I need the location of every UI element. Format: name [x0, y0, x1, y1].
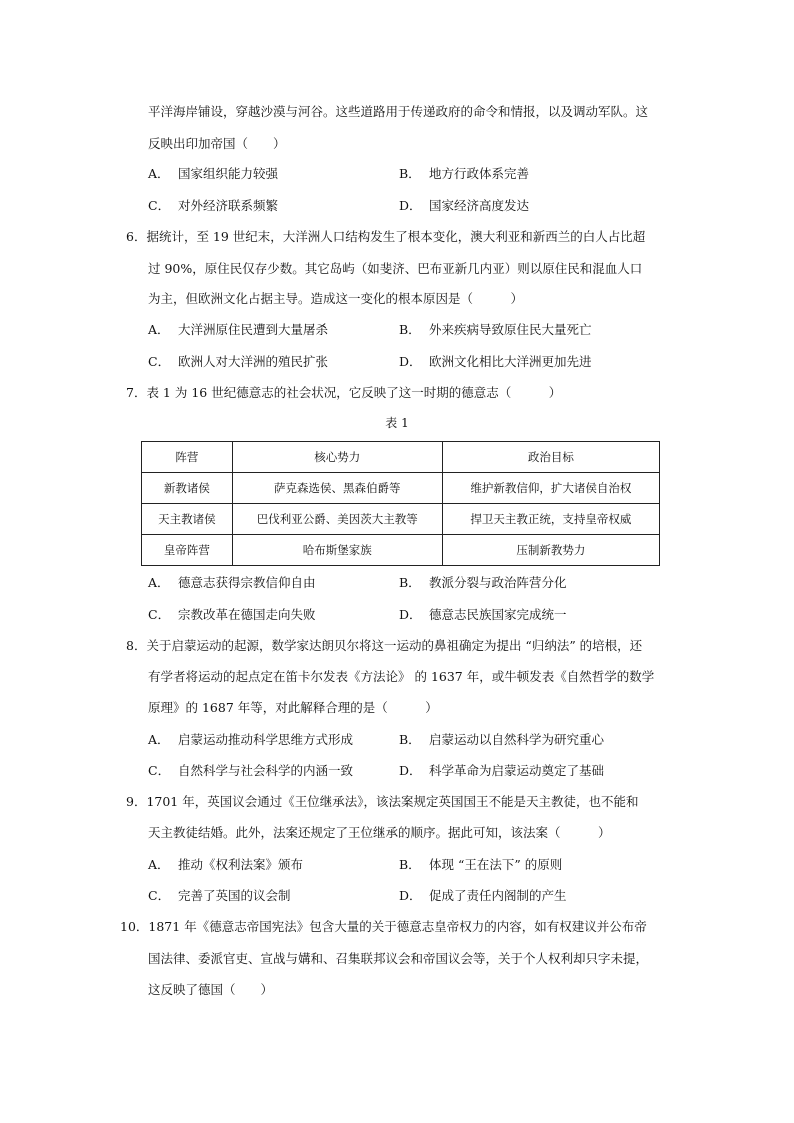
option-text: 国家组织能力较强 — [178, 166, 279, 181]
q10-stem-line-3: 这反映了德国（ ） — [148, 982, 274, 997]
q9-option-d[interactable] — [399, 888, 567, 904]
q8-option-a[interactable] — [148, 732, 353, 748]
q6-stem-line-3: 为主，但欧洲文化占据主导。造成这一变化的根本原因是（ ） — [148, 291, 524, 306]
option-letter: A． — [148, 857, 170, 872]
q9-stem-line-1: 9．1701 年，英国议会通过《王位继承法》，该法案规定英国国王不能是天主教徒，也不能和 — [126, 794, 639, 809]
option-letter: B． — [399, 322, 421, 337]
table-cell: 新教诸侯 — [142, 473, 233, 504]
option-text: 对外经济联系频繁 — [178, 198, 279, 213]
option-letter: C． — [148, 763, 171, 778]
table-cell: 捍卫天主教正统，支持皇帝权威 — [442, 504, 659, 535]
option-text: 地方行政体系完善 — [429, 166, 530, 181]
q6-option-c[interactable] — [148, 354, 328, 370]
table-header-cell: 核心势力 — [232, 442, 442, 473]
table-cell: 萨克森选侯、黑森伯爵等 — [232, 473, 442, 504]
option-text: 科学革命为启蒙运动奠定了基础 — [429, 763, 605, 778]
q9-option-b[interactable] — [399, 857, 562, 873]
table-row — [142, 473, 660, 504]
option-text: 自然科学与社会科学的内涵一致 — [178, 763, 354, 778]
option-letter: D． — [399, 607, 422, 622]
option-letter: D． — [399, 888, 422, 903]
q10-stem-line-2: 国法律、委派官吏、宣战与媾和、召集联邦议会和帝国议会等，关于个人权利却只字未提， — [148, 951, 649, 966]
option-letter: A． — [148, 166, 170, 181]
option-text: 促成了责任内阁制的产生 — [429, 888, 567, 903]
q5-option-c[interactable] — [148, 198, 278, 214]
q6-option-a[interactable] — [148, 322, 328, 338]
option-text: 启蒙运动以自然科学为研究重心 — [429, 732, 605, 747]
option-letter: B． — [399, 857, 421, 872]
option-letter: D． — [399, 198, 422, 213]
option-text: 教派分裂与政治阵营分化 — [429, 575, 567, 590]
table-header-cell: 阵营 — [142, 442, 233, 473]
option-text: 大洋洲原住民遭到大量屠杀 — [178, 322, 329, 337]
table-cell: 巴伐利亚公爵、美因茨大主教等 — [232, 504, 442, 535]
table-header-cell: 政治目标 — [442, 442, 659, 473]
q9-option-c[interactable] — [148, 888, 291, 904]
option-letter: D． — [399, 354, 422, 369]
q6-stem-line-2: 过 90%，原住民仅存少数。其它岛屿（如斐济、巴布亚新几内亚）则以原住民和混血人口 — [148, 261, 643, 276]
table-cell: 皇帝阵营 — [142, 535, 233, 566]
option-text: 体现 “王在法下” 的原则 — [429, 857, 563, 872]
table-header-row — [142, 442, 660, 473]
option-letter: C． — [148, 354, 171, 369]
q8-option-c[interactable] — [148, 763, 353, 779]
q7-stem-line-1: 7．表 1 为 16 世纪德意志的社会状况，它反映了这一时期的德意志（ ） — [126, 385, 562, 400]
option-letter: C． — [148, 607, 171, 622]
table-cell: 天主教诸侯 — [142, 504, 233, 535]
q9-option-a[interactable] — [148, 857, 303, 873]
q7-option-c[interactable] — [148, 607, 316, 623]
option-letter: B． — [399, 575, 421, 590]
option-letter: D． — [399, 763, 422, 778]
table-row — [142, 535, 660, 566]
q6-option-b[interactable] — [399, 322, 592, 338]
option-text: 德意志获得宗教信仰自由 — [178, 575, 316, 590]
society-table — [141, 441, 660, 566]
q8-option-d[interactable] — [399, 763, 604, 779]
q5-option-b[interactable] — [399, 166, 529, 182]
q6-option-d[interactable] — [399, 354, 592, 370]
q5-option-a[interactable] — [148, 166, 278, 182]
q8-stem-line-2: 有学者将运动的起点定在笛卡尔发表《方法论》 的 1637 年，或牛顿发表《自然哲学的数学 — [148, 669, 655, 684]
option-text: 启蒙运动推动科学思维方式形成 — [178, 732, 354, 747]
q10-stem-line-1: 10．1871 年《德意志帝国宪法》包含大量的关于德意志皇帝权力的内容，如有权建议并公布帝 — [120, 919, 647, 934]
table-caption: 表 1 — [385, 416, 409, 430]
option-letter: C． — [148, 888, 171, 903]
table-cell: 维护新教信仰，扩大诸侯自治权 — [442, 473, 659, 504]
table-cell: 压制新教势力 — [442, 535, 659, 566]
option-text: 宗教改革在德国走向失败 — [178, 607, 316, 622]
q8-option-b[interactable] — [399, 732, 604, 748]
option-text: 欧洲人对大洋洲的殖民扩张 — [178, 354, 329, 369]
q7-option-b[interactable] — [399, 575, 567, 591]
q5-stem-line-1: 平洋海岸铺设，穿越沙漠与河谷。这些道路用于传递政府的命令和情报，以及调动军队。这 — [148, 104, 649, 119]
q8-stem-line-3: 原理》的 1687 年等，对此解释合理的是（ ） — [148, 700, 438, 715]
q7-option-a[interactable] — [148, 575, 316, 591]
option-letter: B． — [399, 166, 421, 181]
q8-stem-line-1: 8．关于启蒙运动的起源，数学家达朗贝尔将这一运动的鼻祖确定为提出 “归纳法” 的培根，还 — [126, 638, 643, 653]
option-letter: A． — [148, 322, 170, 337]
option-letter: A． — [148, 575, 170, 590]
option-text: 德意志民族国家完成统一 — [429, 607, 567, 622]
option-text: 欧洲文化相比大洋洲更加先进 — [429, 354, 592, 369]
q7-option-d[interactable] — [399, 607, 567, 623]
option-letter: A． — [148, 732, 170, 747]
option-text: 推动《权利法案》颁布 — [178, 857, 304, 872]
table-row — [142, 504, 660, 535]
q6-stem-line-1: 6．据统计，至 19 世纪末，大洋洲人口结构发生了根本变化，澳大利亚和新西兰的白人占比超 — [126, 229, 646, 244]
option-letter: C． — [148, 198, 171, 213]
option-text: 国家经济高度发达 — [429, 198, 530, 213]
table-cell: 哈布斯堡家族 — [232, 535, 442, 566]
option-text: 完善了英国的议会制 — [178, 888, 291, 903]
q5-stem-line-2: 反映出印加帝国（ ） — [148, 136, 286, 151]
option-text: 外来疾病导致原住民大量死亡 — [429, 322, 592, 337]
option-letter: B． — [399, 732, 421, 747]
q5-option-d[interactable] — [399, 198, 529, 214]
q9-stem-line-2: 天主教徒结婚。此外，法案还规定了王位继承的顺序。据此可知，该法案（ ） — [148, 825, 611, 840]
